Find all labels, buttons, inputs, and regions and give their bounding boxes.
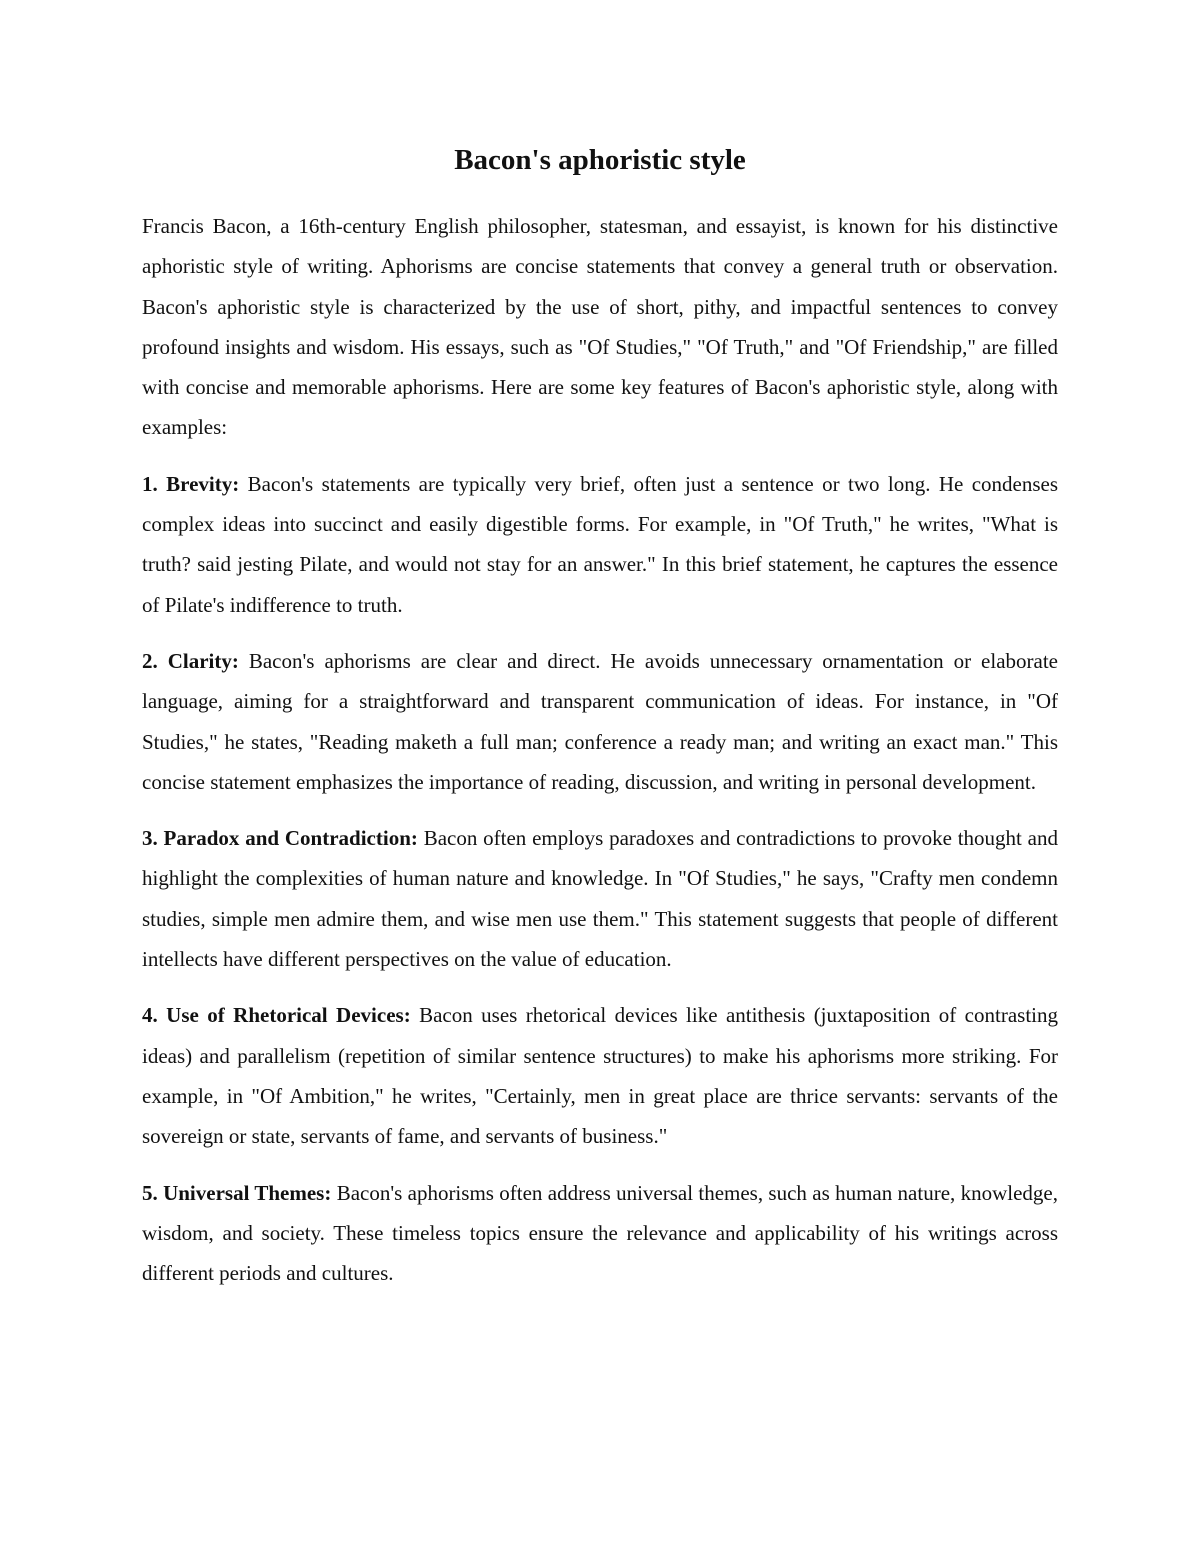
point-heading: 4. Use of Rhetorical Devices: xyxy=(142,1003,411,1028)
point-heading: 1. Brevity: xyxy=(142,471,240,496)
point-text: Bacon's statements are typically very brief, often just a sentence or two long. He condenses complex ideas into succinct and easily digestible forms. For example, in "Of Truth," he writes, "What is truth? said jesting Pilate, and would not stay for an answer." In this brief statement, he captures the essence of Pilate's indifference to truth. xyxy=(142,471,1059,617)
point-paragraph-brevity xyxy=(142,464,1058,625)
point-heading: 3. Paradox and Contradiction: xyxy=(142,826,418,851)
point-heading: 5. Universal Themes: xyxy=(142,1180,332,1205)
point-paragraph-clarity xyxy=(142,641,1058,802)
point-text: Bacon often employs paradoxes and contradictions to provoke thought and highlight the complexities of human nature and knowledge. In "Of Studies," he says, "Crafty men condemn studies, simple men admire them, and wise men use them." This statement suggests that people of different intellects have different perspectives on the value of education. xyxy=(142,826,1059,972)
point-heading: 2. Clarity: xyxy=(142,648,239,673)
point-paragraph-universal-themes xyxy=(142,1173,1058,1294)
point-paragraph-paradox xyxy=(142,818,1058,979)
point-text: Bacon's aphorisms often address universal themes, such as human nature, knowledge, wisdom, and society. These timeless topics ensure the relevance and applicability of his writings across different periods and cultures. xyxy=(142,1180,1059,1286)
point-paragraph-rhetorical-devices xyxy=(142,995,1058,1156)
document-title: Bacon's aphoristic style xyxy=(454,144,746,176)
intro-paragraph: Francis Bacon, a 16th-century English philosopher, statesman, and essayist, is known for his distinctive aphoristic style of writing. Aphorisms are concise statements that convey a general truth or observation. Bacon's aphoristic style is characterized by the use of short, pithy, and impactful sentences to convey profound insights and wisdom. His essays, such as "Of Studies," "Of Truth," and "Of Friendship," are filled with concise and memorable aphorisms. Here are some key features of Bacon's aphoristic style, along with examples: xyxy=(142,214,1058,440)
point-text: Bacon's aphorisms are clear and direct. He avoids unnecessary ornamentation or elaborate language, aiming for a straightforward and transparent communication of ideas. For instance, in "Of Studies," he states, "Reading maketh a full man; conference a ready man; and writing an exact man." This concise statement emphasizes the importance of reading, discussion, and writing in personal development. xyxy=(142,648,1058,794)
point-text: Bacon uses rhetorical devices like antithesis (juxtaposition of contrasting ideas) and parallelism (repetition of similar sentence structures) to make his aphorisms more striking. For example, in "Of Ambition," he writes, "Certainly, men in great place are thrice servants: servants of the sovereign or state, servants of fame, and servants of business." xyxy=(142,1003,1058,1149)
